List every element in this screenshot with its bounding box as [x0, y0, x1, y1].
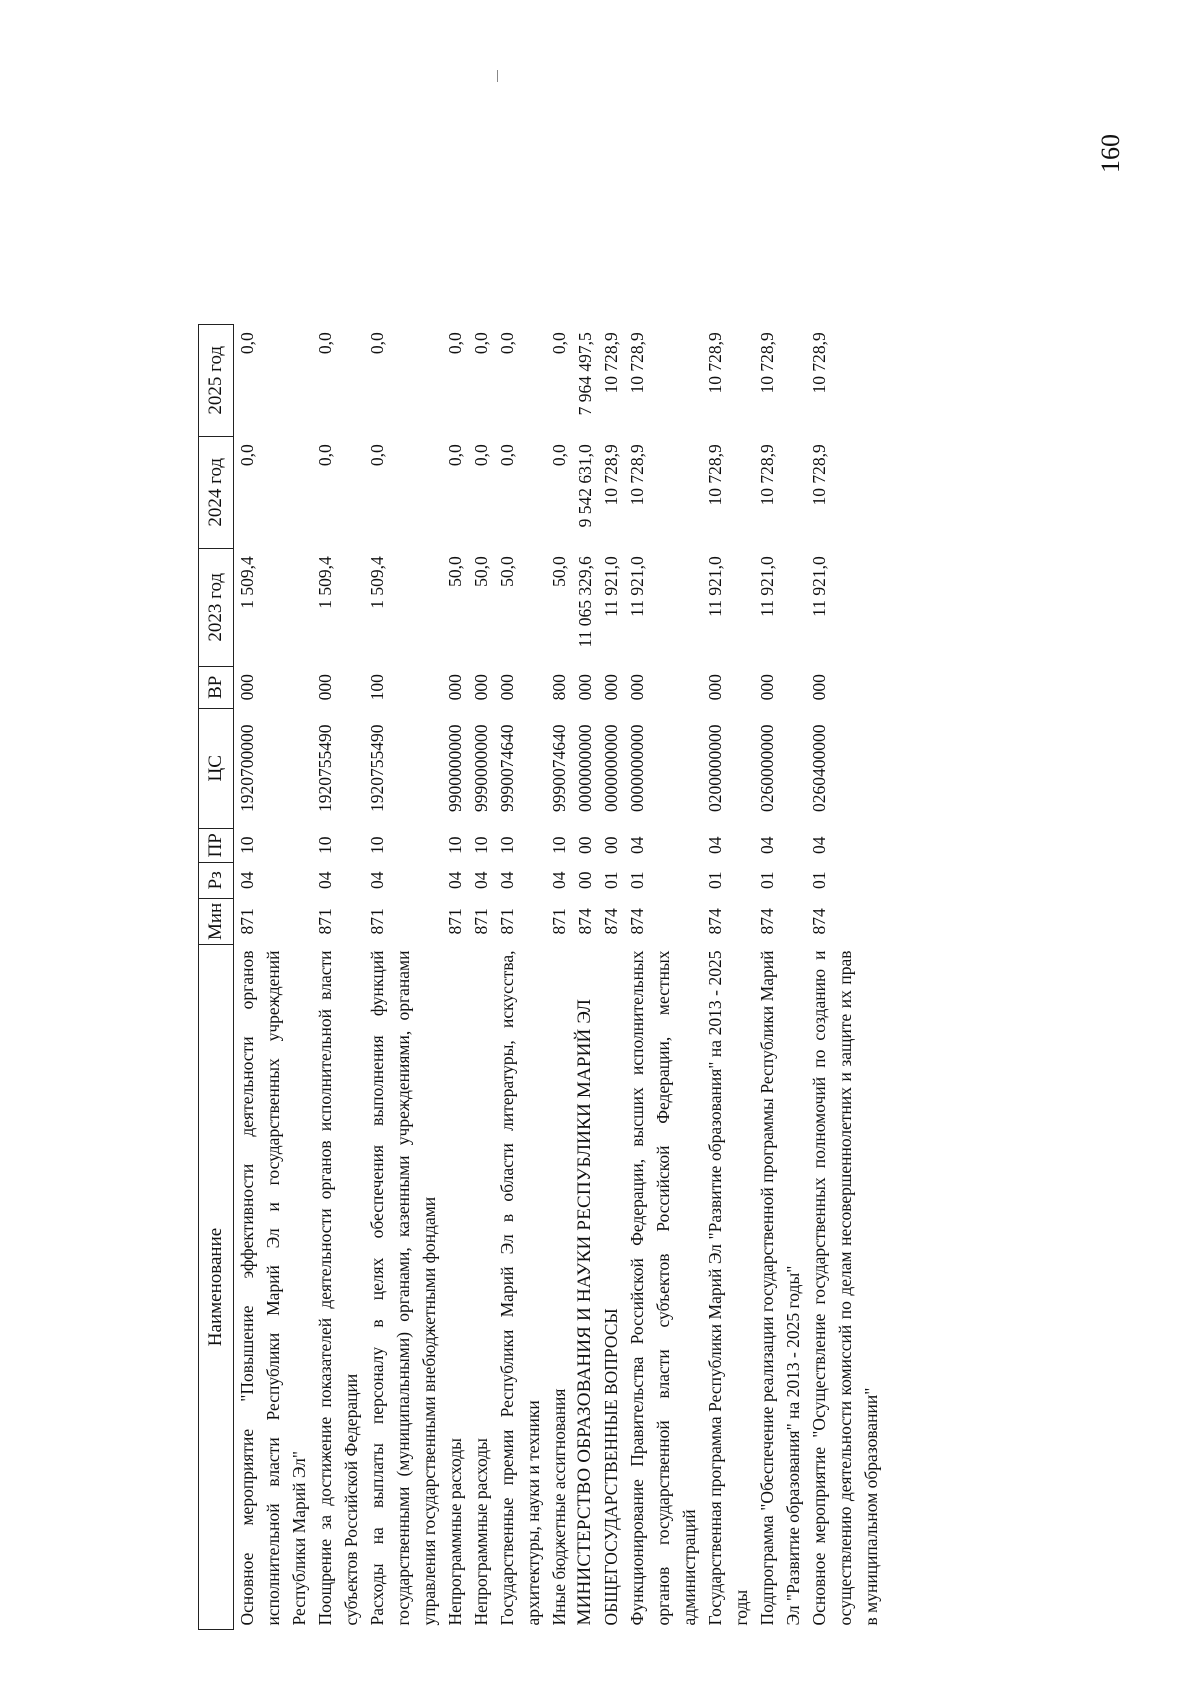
row-rz: 04: [315, 871, 335, 890]
row-2023: 1 509,4: [315, 556, 335, 609]
table-row: [754, 324, 806, 1629]
row-min: 874: [705, 908, 725, 935]
scan-speck: [497, 70, 498, 82]
row-2025: 10 728,9: [627, 332, 647, 394]
rotated-page-content: [198, 150, 978, 1630]
row-min: 874: [601, 908, 621, 935]
table-row: [624, 324, 702, 1629]
row-rz: 04: [549, 871, 569, 890]
row-2023: 1 509,4: [367, 556, 387, 609]
row-cs: 0260400000: [809, 724, 829, 813]
header-min: Мин: [199, 898, 234, 944]
row-cs: 0260000000: [757, 724, 777, 813]
row-name: Непрограммные расходы: [445, 1438, 465, 1626]
table-body: [234, 324, 885, 1629]
row-vr: 000: [445, 674, 465, 701]
table-row: [312, 324, 364, 1629]
row-2025: 0,0: [549, 332, 569, 355]
row-min: 871: [367, 908, 387, 935]
row-2024: 0,0: [367, 444, 387, 467]
row-2023: 11 921,0: [601, 556, 621, 617]
row-vr: 000: [601, 674, 621, 701]
row-min: 871: [471, 908, 491, 935]
header-name: Наименование: [199, 945, 234, 1630]
row-2025: 0,0: [471, 332, 491, 355]
row-min: 871: [445, 908, 465, 935]
header-2024: 2024 год: [199, 436, 234, 548]
row-rz: 01: [627, 871, 647, 890]
table-header-row: [199, 324, 234, 1629]
table-row: [442, 324, 468, 1629]
row-min: 874: [809, 908, 829, 935]
row-name: Основное мероприятие "Повышение эффективности деятельности органов исполнительной власти Республики Марий Эл и государственных учреждений Республики Марий Эл": [237, 950, 309, 1626]
row-name: Непрограммные расходы: [471, 1438, 491, 1626]
row-rz: 04: [237, 871, 257, 890]
row-rz: 04: [445, 871, 465, 890]
row-cs: 9990074640: [549, 724, 569, 813]
table-row: [546, 324, 572, 1629]
row-rz: 04: [471, 871, 491, 890]
row-2024: 10 728,9: [757, 444, 777, 506]
row-2024: 10 728,9: [627, 444, 647, 506]
row-2023: 11 065 329,6: [575, 556, 595, 648]
row-cs: 9990000000: [471, 724, 491, 813]
row-2024: 10 728,9: [705, 444, 725, 506]
row-cs: 1920700000: [237, 724, 257, 813]
row-min: 874: [575, 908, 595, 935]
row-rz: 01: [705, 871, 725, 890]
row-2024: 0,0: [549, 444, 569, 467]
table-row: [806, 324, 884, 1629]
row-name: Расходы на выплаты персоналу в целях обеспечения выполнения функций государственными (муниципальными) органами, казенными учреждениями, органами управления государственными внебюджетными фондами: [367, 950, 439, 1626]
row-2025: 0,0: [315, 332, 335, 355]
row-2023: 50,0: [471, 556, 491, 587]
row-2025: 0,0: [445, 332, 465, 355]
table-row: [364, 324, 442, 1629]
row-2024: 0,0: [445, 444, 465, 467]
row-2024: 0,0: [315, 444, 335, 467]
row-pr: 00: [575, 836, 595, 855]
row-min: 871: [549, 908, 569, 935]
row-name: МИНИСТЕРСТВО ОБРАЗОВАНИЯ И НАУКИ РЕСПУБЛИКИ МАРИЙ ЭЛ: [574, 998, 595, 1626]
row-min: 874: [757, 908, 777, 935]
header-2023: 2023 год: [199, 548, 234, 666]
row-name: Поощрение за достижение показателей деятельности органов исполнительной власти субъектов Российской Федерации: [315, 950, 361, 1626]
row-2023: 1 509,4: [237, 556, 257, 609]
row-2025: 0,0: [367, 332, 387, 355]
row-vr: 000: [627, 674, 647, 701]
row-2024: 9 542 631,0: [575, 444, 595, 528]
table-row: [494, 324, 546, 1629]
row-2025: 10 728,9: [757, 332, 777, 394]
row-cs: 9990074640: [497, 724, 517, 813]
row-vr: 000: [575, 674, 595, 701]
row-cs: 0200000000: [705, 724, 725, 813]
row-cs: 0000000000: [627, 724, 647, 813]
row-name: Государственная программа Республики Марий Эл "Развитие образования" на 2013 - 2025 годы: [705, 950, 751, 1626]
row-2025: 10 728,9: [809, 332, 829, 394]
row-rz: 01: [601, 871, 621, 890]
row-2023: 11 921,0: [705, 556, 725, 617]
row-rz: 01: [757, 871, 777, 890]
table-row: [572, 324, 598, 1629]
header-pr: ПР: [199, 828, 234, 862]
header-vr: ВР: [199, 666, 234, 708]
table-row: [702, 324, 754, 1629]
row-pr: 10: [549, 836, 569, 855]
table-row: [234, 324, 313, 1629]
row-2024: 10 728,9: [601, 444, 621, 506]
row-name: Функционирование Правительства Российской Федерации, высших исполнительных органов государственной власти субъектов Российской Федерации, местных администраций: [627, 950, 699, 1626]
row-pr: 10: [315, 836, 335, 855]
row-2024: 0,0: [471, 444, 491, 467]
row-cs: 0000000000: [575, 724, 595, 813]
row-2024: 0,0: [237, 444, 257, 467]
row-2025: 10 728,9: [705, 332, 725, 394]
table-row: [598, 324, 624, 1629]
row-vr: 000: [471, 674, 491, 701]
row-pr: 04: [627, 836, 647, 855]
row-pr: 10: [471, 836, 491, 855]
row-cs: 0000000000: [601, 724, 621, 813]
row-min: 871: [237, 908, 257, 935]
row-cs: 9900000000: [445, 724, 465, 813]
row-pr: 04: [757, 836, 777, 855]
budget-table: [198, 324, 884, 1630]
row-2025: 10 728,9: [601, 332, 621, 394]
table-row: [468, 324, 494, 1629]
row-2023: 50,0: [497, 556, 517, 587]
row-pr: 04: [705, 836, 725, 855]
row-min: 874: [627, 908, 647, 935]
row-2023: 11 921,0: [809, 556, 829, 617]
row-name: Подпрограмма "Обеспечение реализации государственной программы Республики Марий Эл "Развитие образования" на 2013 - 2025 годы": [757, 950, 803, 1626]
row-pr: 10: [445, 836, 465, 855]
row-pr: 10: [237, 836, 257, 855]
header-2025: 2025 год: [199, 324, 234, 436]
row-pr: 04: [809, 836, 829, 855]
row-name: Основное мероприятие "Осуществление государственных полномочий по созданию и осуществлению деятельности комиссий по делам несовершеннолетних и защите их прав в муниципальном образовании": [809, 950, 881, 1626]
row-cs: 1920755490: [367, 724, 387, 813]
row-vr: 000: [237, 674, 257, 701]
row-vr: 000: [497, 674, 517, 701]
row-2025: 7 964 497,5: [575, 332, 595, 416]
row-min: 871: [497, 908, 517, 935]
header-rz: Рз: [199, 862, 234, 898]
row-2023: 11 921,0: [757, 556, 777, 617]
header-cs: ЦС: [199, 708, 234, 828]
row-2025: 0,0: [497, 332, 517, 355]
row-2025: 0,0: [237, 332, 257, 355]
row-vr: 000: [757, 674, 777, 701]
row-pr: 00: [601, 836, 621, 855]
row-vr: 000: [809, 674, 829, 701]
row-2023: 50,0: [549, 556, 569, 587]
row-2023: 50,0: [445, 556, 465, 587]
row-rz: 04: [497, 871, 517, 890]
row-rz: 04: [367, 871, 387, 890]
row-min: 871: [315, 908, 335, 935]
row-2023: 11 921,0: [627, 556, 647, 617]
row-vr: 100: [367, 674, 387, 701]
page-number: 160: [1096, 134, 1125, 173]
row-2024: 0,0: [497, 444, 517, 467]
row-vr: 000: [315, 674, 335, 701]
row-rz: 01: [809, 871, 829, 890]
row-name: ОБЩЕГОСУДАРСТВЕННЫЕ ВОПРОСЫ: [601, 1308, 621, 1626]
row-name: Государственные премии Республики Марий Эл в области литературы, искусства, архитектуры, науки и техники: [497, 950, 543, 1626]
row-name: Иные бюджетные ассигнования: [549, 1388, 569, 1626]
row-pr: 10: [367, 836, 387, 855]
row-vr: 800: [549, 674, 569, 701]
row-2024: 10 728,9: [809, 444, 829, 506]
row-vr: 000: [705, 674, 725, 701]
row-cs: 1920755490: [315, 724, 335, 813]
row-pr: 10: [497, 836, 517, 855]
row-rz: 00: [575, 871, 595, 890]
